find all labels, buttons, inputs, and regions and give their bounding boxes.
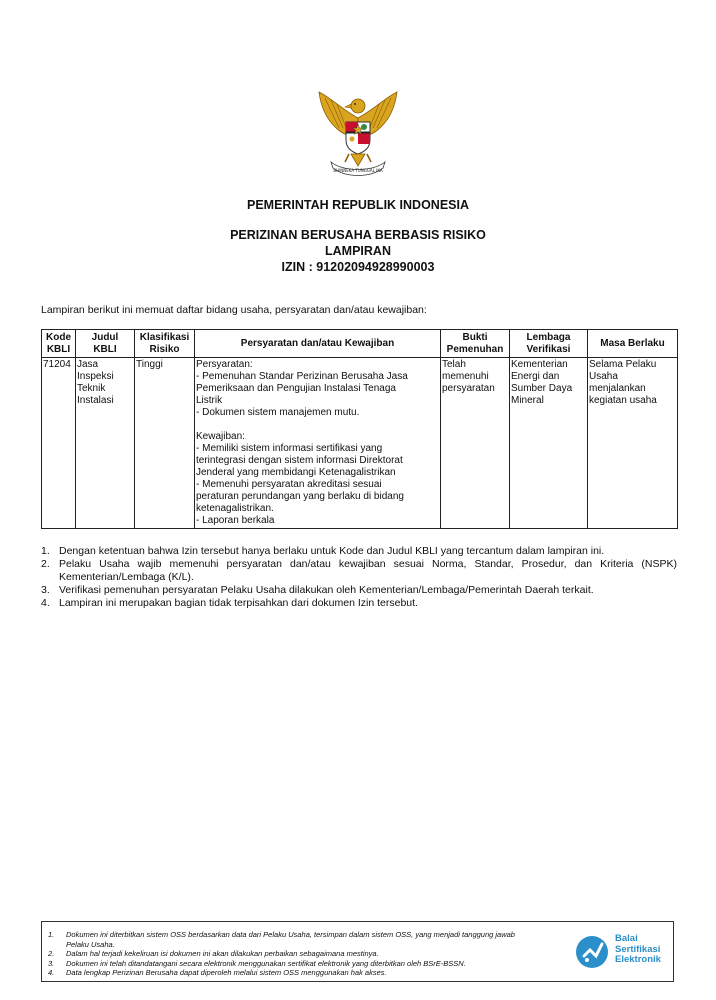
header-lembaga: Lembaga Verifikasi	[510, 330, 588, 358]
list-item: 1. Dengan ketentuan bahwa Izin tersebut hanya berlaku untuk Kode dan Judul KBLI yang tercantum dalam lampiran ini.	[41, 545, 605, 557]
header-judul: Judul KBLI	[76, 330, 135, 358]
cell-masa: Selama Pelaku Usaha menjalankan kegiatan usaha	[588, 358, 678, 529]
cell-persyaratan: Persyaratan: - Pemenuhan Standar Perizinan Berusaha Jasa Pemeriksaan dan Pengujian Instalasi Tenaga Listrik - Dokumen sistem manajemen mutu. Kewajiban: - Memiliki sistem informasi sertifikasi yang terintegrasi dengan sistem informasi Direktorat Jenderal yang membidangi Ketenagalistrikan - Memenuhi persyaratan akreditasi sesuai peraturan perundangan yang berlaku di bidang ketenagalistrikan. - Laporan berkala	[195, 358, 441, 529]
garuda-emblem	[313, 88, 403, 180]
cell-bukti: Telah memenuhi persyaratan	[441, 358, 510, 529]
cell-lembaga: Kementerian Energi dan Sumber Daya Mineral	[510, 358, 588, 529]
list-item: 3. Dokumen ini telah ditandatangani secara elektronik menggunakan sertifikat elektronik yang diterbitkan oleh BSrE-BSSN.	[48, 958, 466, 968]
bsre-logo-icon	[574, 934, 610, 970]
list-item: 4. Data lengkap Perizinan Berusaha dapat diperoleh melalui sistem OSS menggunakan hak akses.	[48, 968, 387, 977]
list-item: 2. Dalam hal terjadi kekeliruan isi dokumen ini akan dilakukan perbaikan sebagaimana mestinya.	[48, 949, 379, 958]
list-item: 1. Dokumen ini diterbitkan sistem OSS berdasarkan data dari Pelaku Usaha, tersimpan dalam sistem OSS, yang menjadi tanggung jawab Pelaku Usaha.	[48, 930, 515, 949]
emblem-motto: BHINNEKA TUNGGAL IKA	[333, 168, 383, 173]
header-bukti: Bukti Pemenuhan	[441, 330, 510, 358]
permit-number: IZIN : 91202094928990003	[281, 260, 435, 274]
cell-klasifikasi: Tinggi	[135, 358, 195, 529]
lampiran-table	[41, 329, 678, 529]
list-item: 3. Verifikasi pemenuhan persyaratan Pelaku Usaha dilakukan oleh Kementerian/Lembaga/Pemerintah Daerah terkait.	[41, 584, 594, 596]
table-header-row	[42, 330, 678, 358]
bsre-logo	[574, 934, 674, 972]
header-masa: Masa Berlaku	[588, 330, 678, 358]
cell-kode: 71204	[42, 358, 76, 529]
notes-list	[41, 545, 677, 610]
bsre-logo-text: Balai Sertifikasi Elektronik	[615, 933, 661, 965]
list-item: 2. Pelaku Usaha wajib memenuhi persyaratan dan/atau kewajiban sesuai Norma, Standar, Prosedur, dan Kriteria (NSPK) Kementerian/Lembaga (K/L).	[41, 558, 677, 583]
government-heading: PEMERINTAH REPUBLIK INDONESIA	[246, 198, 469, 212]
intro-text: Lampiran berikut ini memuat daftar bidang usaha, persyaratan dan/atau kewajiban:	[41, 304, 427, 316]
cell-judul: Jasa Inspeksi Teknik Instalasi	[76, 358, 135, 529]
table-row	[42, 358, 678, 529]
header-klasifikasi: Klasifikasi Risiko	[135, 330, 195, 358]
document-title: PERIZINAN BERUSAHA BERBASIS RISIKO	[230, 228, 486, 242]
header-kode: Kode KBLI	[42, 330, 76, 358]
footer-disclaimer	[41, 921, 674, 982]
document-subtitle: LAMPIRAN	[325, 244, 391, 258]
header-persyaratan: Persyaratan dan/atau Kewajiban	[195, 330, 441, 358]
list-item: 4. Lampiran ini merupakan bagian tidak terpisahkan dari dokumen Izin tersebut.	[41, 597, 418, 609]
